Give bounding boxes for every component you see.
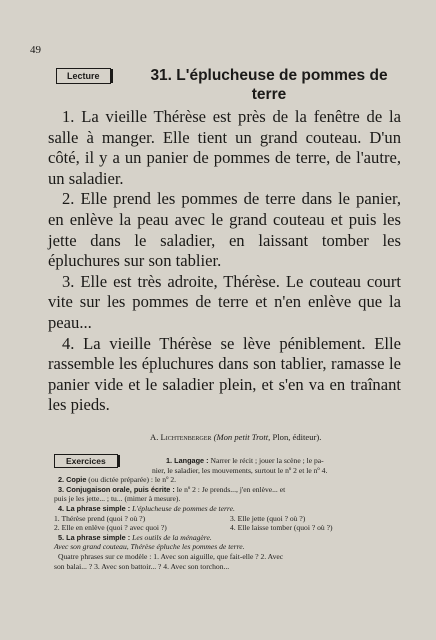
exercise-4-item-3: 3. Elle jette (quoi ? où ?) [230,513,306,523]
exercise-5 [54,533,404,543]
exercise-1-line-2: nier, le saladier, les mouvements, surtout le nº 2 et le nº 4. [152,465,328,475]
exercise-3-text: le nº 2 : Je prends..., j'en enlève... et [176,484,286,494]
exercise-5-example-text: Avec son grand couteau, Thérèse épluche les pommes de terre. [54,542,245,552]
exercise-4-row-1 [54,514,404,524]
exercise-4-item-2: 2. Elle en enlève (quoi ? avec quoi ?) [54,523,167,533]
exercise-5-example [54,542,404,552]
exercise-5-text: Les outils de la ménagère. [132,532,212,542]
exercise-4-row-2 [54,523,404,533]
exercise-4-title: 4. La phrase simple : [58,503,131,513]
exercise-1-text: Narrer le récit ; jouer la scène ; le pa- [210,456,324,465]
attribution-author: A. Lichtenberger [150,432,212,442]
page-number: 49 [30,44,41,56]
attribution-work: (Mon petit Trott, [213,432,271,442]
exercise-2-text: (ou dictée préparée) : le nº 2. [88,475,177,485]
exercise-3 [54,485,404,495]
exercises-section [54,456,404,571]
exercise-4-item-4: 4. Elle laisse tomber (quoi ? où ?) [230,523,333,533]
paragraph-4: 4. La vieille Thérèse se lève péniblement. Elle rassemble les épluchures dans son tablier, ramasse le panier vide et le saladier plein, et s'en va en traînant les pieds. [48,333,401,415]
attribution-publisher: Plon, éditeur). [272,432,322,442]
exercises-label-box: Exercices [54,454,118,468]
exercise-1-title: 1. Langage : [166,456,209,465]
exercise-4-text: L'éplucheuse de pommes de terre. [132,503,235,513]
paragraph-3: 3. Elle est très adroite, Thérèse. Le couteau court vite sur les pommes de terre et n'en enlève que la peau... [48,271,401,332]
exercise-5-line-3: son balai... ? 3. Avec son battoir... ? 4. Avec son torchon... [54,561,230,571]
exercise-3-title: 3. Conjugaison orale, puis écrite : [58,484,175,494]
exercise-3-line-2: puis je les jette... ; tu... (mimer à mesure). [54,494,181,504]
lesson-title: 31. L'éplucheuse de pommes de terre [150,67,388,103]
reading-text [48,107,401,416]
exercise-4-item-1: 1. Thérèse prend (quoi ? où ?) [54,513,146,523]
exercise-1-line-1 [54,456,404,466]
exercise-5-line-2: Quatre phrases sur ce modèle : 1. Avec son aiguille, que fait-elle ? 2. Avec [58,551,284,561]
section-label-box: Lecture [56,68,111,84]
exercise-4 [54,504,404,514]
paragraph-1: 1. La vieille Thérèse est près de la fenêtre de la salle à manger. Elle tient un grand couteau. D'un côté, il y a un panier de pommes de terre, de l'autre, un saladier. [48,107,401,188]
paragraph-2: 2. Elle prend les pommes de terre dans le panier, en enlève la peau avec le grand couteau et puis les jette dans le saladier, en laissant tomber les épluchures sur son tablier. [48,189,401,271]
exercise-2-title: 2. Copie [58,475,87,485]
exercise-2 [54,475,404,485]
attribution [150,432,402,443]
exercise-5-title: 5. La phrase simple : [58,532,131,542]
